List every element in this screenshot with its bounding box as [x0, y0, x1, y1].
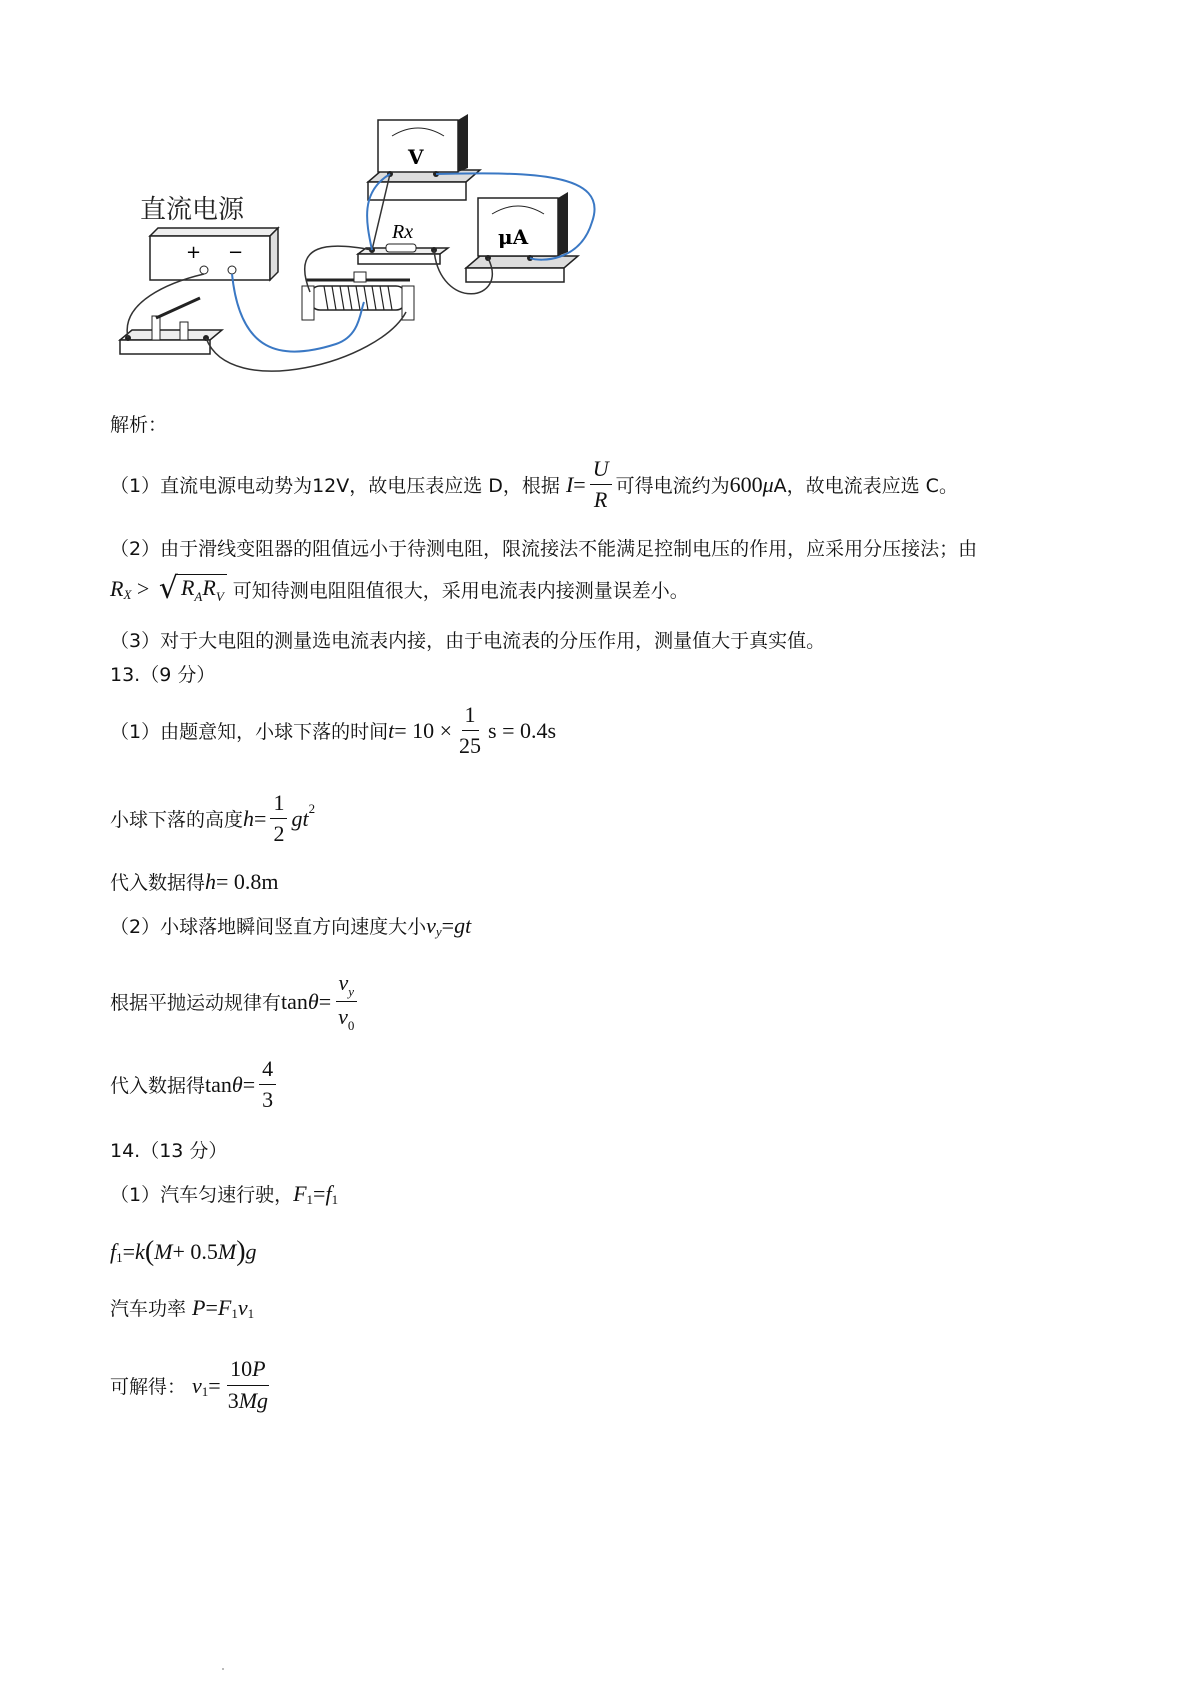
power-supply: [150, 228, 278, 280]
q13-line3: 代入数据得 h = 0.8m: [110, 868, 279, 894]
svg-text:V: V: [408, 145, 424, 169]
q13-line4: （2）小球落地瞬间竖直方向速度大小 v y = gt: [110, 912, 472, 939]
q13-heading: 13.（9 分）: [110, 664, 216, 686]
q13-line1: （1）由题意知，小球下落的时间 t = 10 × $\frac{1}{25}$ s = 0.4s: [110, 702, 557, 758]
q14-line1: （1）汽车匀速行驶， F 1 = f 1: [110, 1180, 339, 1207]
q12-part1: （1）直流电源电动势为12V，故电压表应选 D，根据 I = $\frac{U}{R}$ 可得电流约为 600 μ A，故电流表应选 C。: [110, 456, 958, 512]
q14-line3: 汽车功率 P = F 1 v 1: [110, 1294, 255, 1321]
q14-line4: 可解得： v 1 = $\frac{10P}{3Mg}$: [110, 1356, 269, 1413]
q14-heading: 14.（13 分）: [110, 1140, 228, 1162]
rheostat: [302, 272, 414, 320]
q12-part2-line1: （2）由于滑线变阻器的阻值远小于待测电阻，限流接法不能满足控制电压的作用，应采用分压接法；由: [110, 538, 978, 560]
wire-black: [206, 312, 406, 371]
voltmeter: [368, 114, 480, 200]
q13-line6: 代入数据得 tan θ = $\frac{4}{3}$: [110, 1056, 280, 1113]
scan-speck: [222, 1668, 224, 1670]
q13-line2: 小球下落的高度 h = $\frac{1}{2}$ gt 2: [110, 790, 316, 846]
wire-black: [127, 274, 204, 338]
q13-line5: 根据平抛运动规律有 tan θ = $\frac{v_y}{v_0}$: [110, 970, 361, 1033]
svg-text:Rx: Rx: [392, 221, 414, 243]
q12-part3: （3）对于大电阻的测量选电流表内接，由于电流表的分压作用，测量值大于真实值。: [110, 630, 826, 652]
analysis-heading: 解析：: [110, 414, 168, 436]
circuit-diagram: [110, 112, 630, 382]
power-supply-label: 直流电源: [140, 195, 245, 225]
knife-switch: [120, 298, 222, 354]
q14-line2: f 1 = k ( M + 0.5 M ) g: [110, 1236, 257, 1267]
q12-part2-line2: R X > √ $R_AR_V$ 可知待测电阻阻值很大，采用电流表内接测量误差小。: [110, 571, 689, 606]
svg-text:μA: μA: [498, 225, 529, 249]
svg-text:−: −: [228, 242, 244, 263]
microammeter: [466, 192, 578, 282]
svg-text:+: +: [186, 242, 202, 263]
